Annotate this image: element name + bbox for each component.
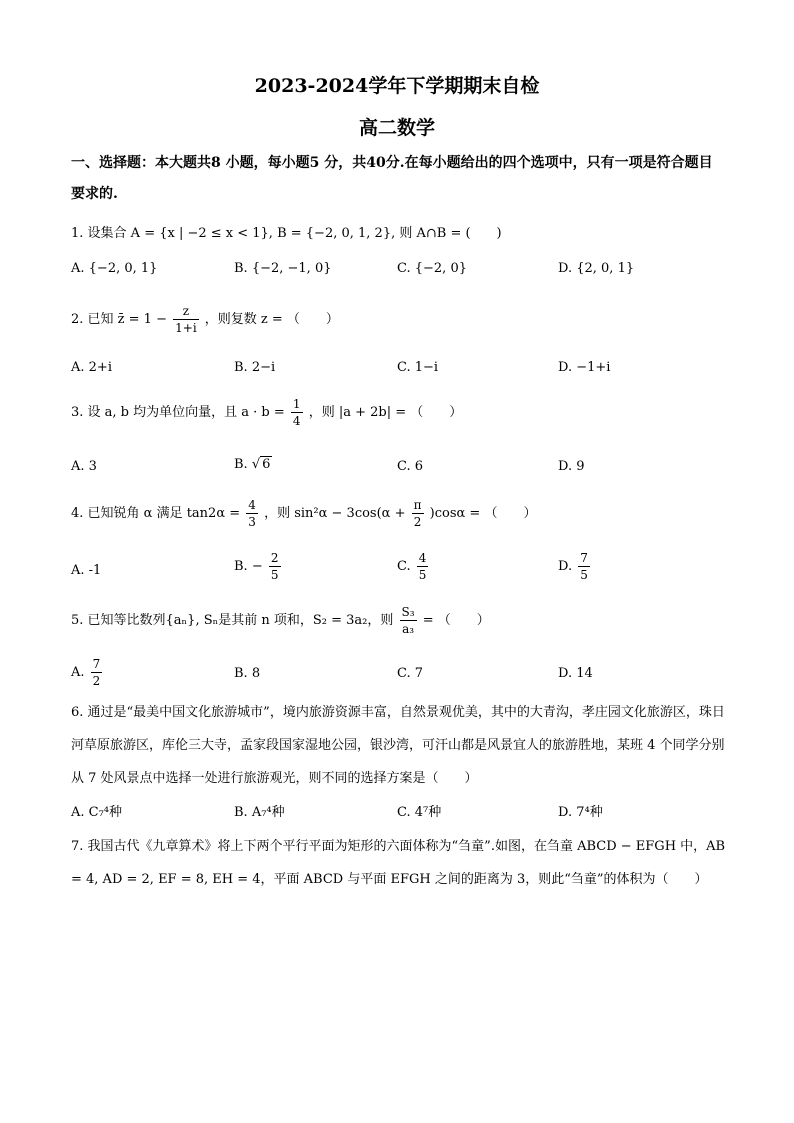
question-4-option-b-denominator: 5 (270, 568, 279, 582)
question-2-numerator: z (173, 303, 199, 320)
question-5-option-a-fraction (91, 656, 103, 689)
question-1-option-a: A. {−2, 0, 1} (71, 261, 158, 276)
question-3-option-a: A. 3 (71, 459, 97, 474)
question-4-option-d-numerator: 7 (580, 551, 588, 565)
question-4-numerator-1: 4 (248, 498, 256, 512)
question-6-stem: 6. 通过是“最美中国文化旅游城市”，境内旅游资源丰富，自然景观优美，其中的大青沟，孝庄园文化旅游区，珠日河草原旅游区，库伦三大寺，孟家段国家湿地公园，银沙湾，可汗山都是风景宜人的旅游胜地，某班 4 个同学分别从 7 处风景点中选择一处进行旅游观光，则不同的选择方案是（ ） (71, 705, 725, 786)
question-5-option-a-numerator: 7 (92, 657, 101, 671)
question-4-stem (71, 497, 536, 530)
question-4-option-b-numerator: 2 (270, 551, 279, 565)
question-4-denominator-2: 2 (413, 515, 422, 529)
question-3-option-c: C. 6 (397, 459, 424, 474)
question-4-option-d-label: D. (558, 559, 573, 574)
question-5-post: = （ ） (422, 613, 490, 628)
question-5-option-c: C. 7 (397, 666, 424, 681)
question-5-option-a (71, 656, 104, 689)
question-4-option-c (397, 550, 430, 583)
question-1-option-c: C. {−2, 0} (397, 261, 467, 276)
document-title: 2023-2024学年下学期期末自检 (254, 75, 540, 97)
question-5-option-a-label: A. (71, 665, 85, 680)
question-6-option-a: A. C₇⁴种 (71, 805, 123, 820)
question-4-option-c-label: C. (397, 559, 411, 574)
question-3-numerator: 1 (292, 397, 301, 411)
question-4-numerator-2: π (413, 498, 422, 512)
question-3-pre: 3. 设 a, b 均为单位向量，且 a · b = (71, 405, 285, 420)
question-6-option-d: D. 7⁴种 (558, 805, 603, 820)
question-2-option-a: A. 2+i (71, 360, 112, 375)
question-6-option-b: B. A₇⁴种 (234, 805, 285, 820)
question-4-option-b-label: B. − (234, 559, 263, 574)
question-5-numerator: S₃ (401, 605, 415, 619)
question-5-denominator: a₃ (402, 622, 415, 636)
question-3-option-d: D. 9 (558, 459, 585, 474)
question-2-option-b: B. 2−i (234, 360, 276, 375)
question-7-stem: 7. 我国古代《九章算术》将上下两个平行平面为矩形的六面体称为“刍童”.如图，在刍童 ABCD − EFGH 中，AB = 4, AD = 2, EF = 8, EH = 4，平面 ABCD 与平面 EFGH 之间的距离为 3，则此“刍童”的体积为（ ） (71, 839, 726, 887)
question-4-option-c-numerator: 4 (418, 551, 427, 565)
question-4-mid: ，则 sin²α − 3cos(α + (264, 506, 406, 521)
question-2-fraction (173, 303, 199, 336)
question-4-option-d-fraction (578, 550, 590, 583)
question-5-fraction (400, 604, 417, 637)
question-5-option-a-denominator: 2 (92, 674, 101, 688)
section-heading: 一、选择题：本大题共8 小题，每小题5 分，共40分.在每小题给出的四个选项中，只有一项是符合题目要求的. (71, 155, 713, 202)
question-4-option-b-fraction (269, 550, 281, 583)
question-3-option-b (234, 457, 272, 472)
question-4-option-c-denominator: 5 (418, 568, 427, 582)
document-subtitle: 高二数学 (358, 117, 435, 139)
question-5-pre: 5. 已知等比数列{aₙ}, Sₙ是其前 n 项和，S₂ = 3a₂，则 (71, 613, 394, 628)
question-3-option-b-radicand: 6 (262, 457, 271, 472)
question-1-option-b: B. {−2, −1, 0} (234, 261, 332, 276)
question-4-option-c-fraction (417, 550, 429, 583)
question-3-option-b-label: B. (234, 457, 248, 472)
question-5-option-b: B. 8 (234, 666, 261, 681)
question-2-denominator: 1+i (175, 321, 197, 335)
question-2-post: ，则复数 z = （ ） (204, 312, 339, 327)
question-5-option-d: D. 14 (558, 666, 593, 681)
question-3-denominator: 4 (292, 414, 301, 428)
question-2-option-c: C. 1−i (397, 360, 439, 375)
question-4-fraction-1 (246, 497, 258, 530)
question-1-stem: 1. 设集合 A = {x | −2 ≤ x < 1}, B = {−2, 0, 1, 2}, 则 A∩B = ( ) (71, 226, 502, 241)
question-4-option-a: A. -1 (71, 563, 102, 578)
question-4-option-d (558, 550, 592, 583)
question-2-option-d: D. −1+i (558, 360, 611, 375)
question-6-option-c: C. 4⁷种 (397, 805, 442, 820)
question-4-post: )cosα = （ ） (429, 506, 537, 521)
sqrt-symbol-icon: √ (251, 457, 261, 472)
question-1-option-d: D. {2, 0, 1} (558, 261, 635, 276)
question-3-stem (71, 396, 462, 429)
question-2-pre: 2. 已知 z̄ = 1 − (71, 312, 167, 327)
question-4-denominator-1: 3 (248, 515, 256, 529)
question-4-option-b (234, 550, 283, 583)
question-2-stem (71, 303, 339, 336)
question-4-pre: 4. 已知锐角 α 满足 tan2α = (71, 506, 241, 521)
question-4-fraction-2 (412, 497, 424, 530)
question-3-fraction (291, 396, 303, 429)
question-5-stem (71, 604, 490, 637)
question-3-post: ，则 |a + 2b| = （ ） (308, 405, 463, 420)
question-4-option-d-denominator: 5 (580, 568, 588, 582)
